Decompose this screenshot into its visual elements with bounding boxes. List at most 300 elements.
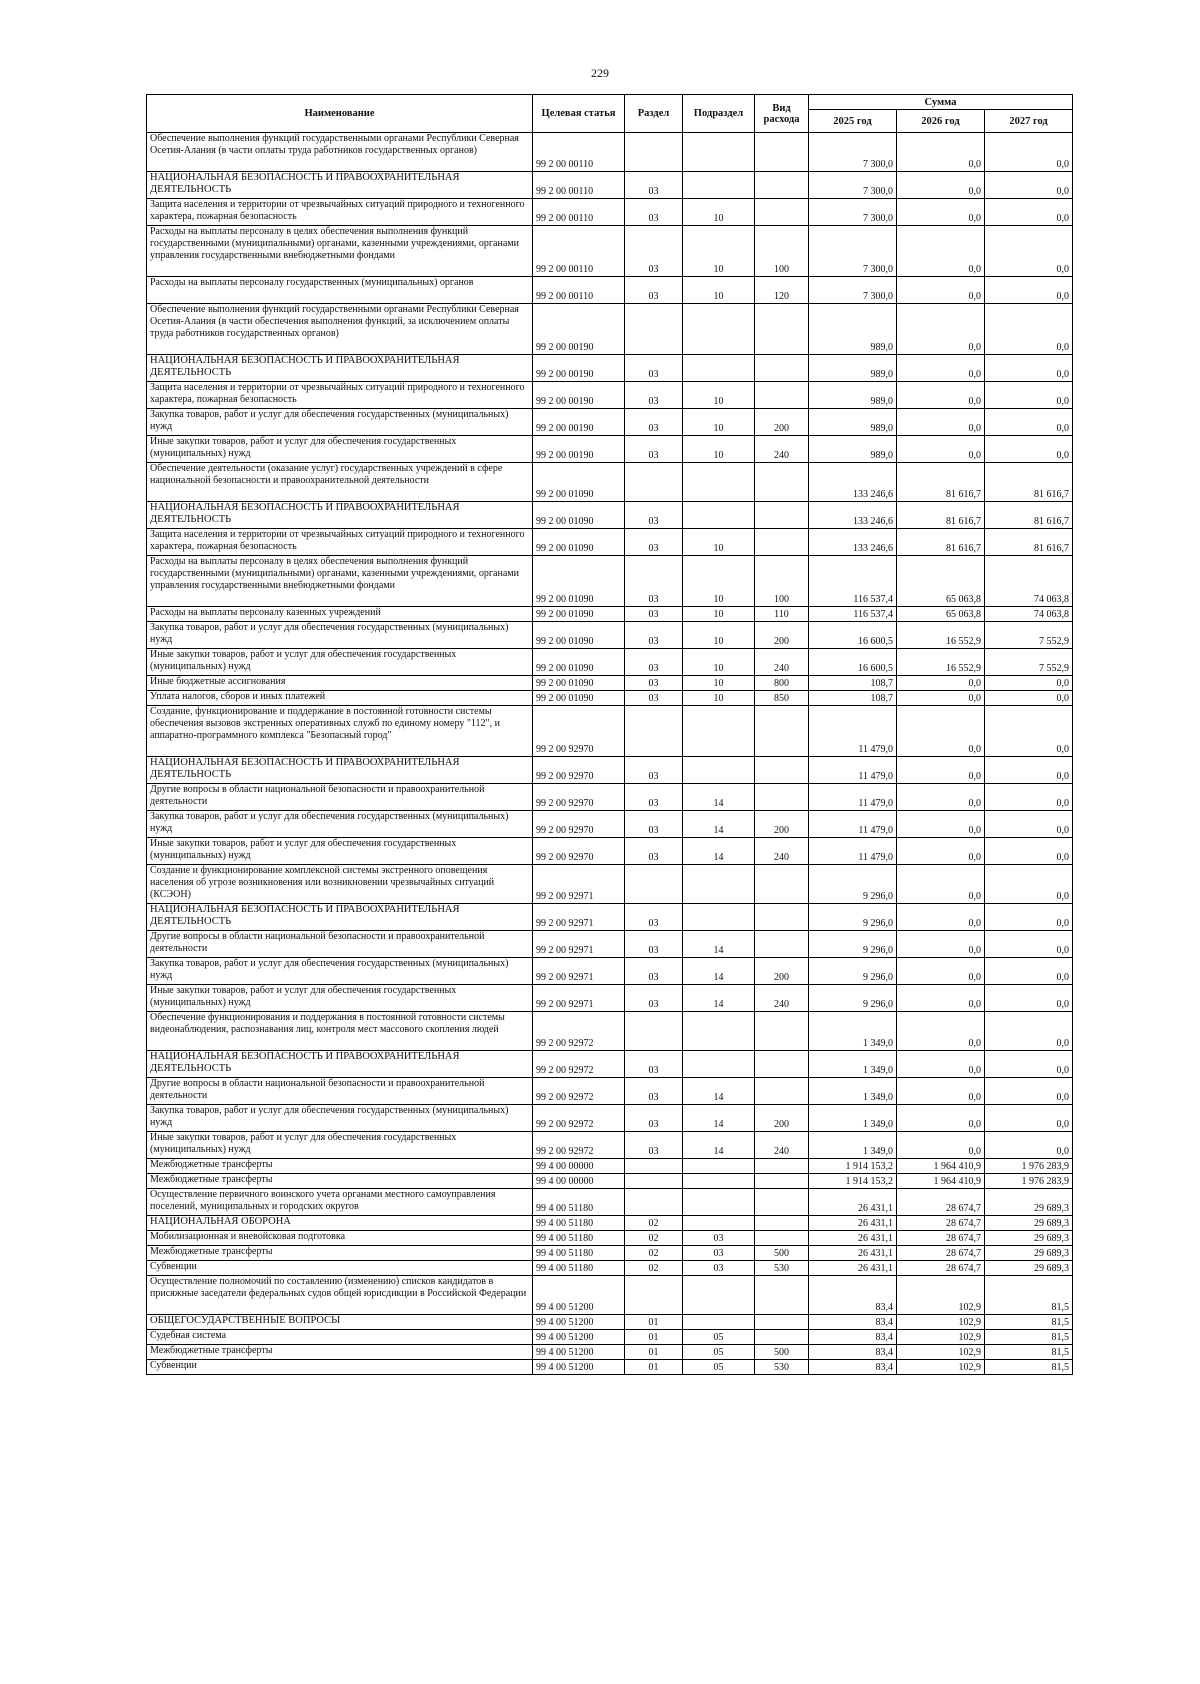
row-name: Иные закупки товаров, работ и услуг для обеспечения государственных (муниципальных) нужд [147, 838, 533, 865]
row-subsection [683, 1216, 755, 1231]
row-subsection: 14 [683, 931, 755, 958]
row-exptype [755, 355, 809, 382]
row-exptype [755, 382, 809, 409]
table-row [147, 463, 1073, 502]
row-amount-2027: 74 063,8 [985, 607, 1073, 622]
row-subsection: 10 [683, 199, 755, 226]
row-name: Другие вопросы в области национальной безопасности и правоохранительной деятельности [147, 931, 533, 958]
row-amount-2026: 65 063,8 [897, 607, 985, 622]
row-amount-2026: 0,0 [897, 133, 985, 172]
row-amount-2025: 83,4 [809, 1360, 897, 1375]
row-name: Защита населения и территории от чрезвычайных ситуаций природного и техногенного характера, пожарная безопасность [147, 382, 533, 409]
row-amount-2026: 0,0 [897, 676, 985, 691]
row-section: 02 [625, 1216, 683, 1231]
row-subsection: 05 [683, 1360, 755, 1375]
row-code: 99 2 00 00110 [533, 199, 625, 226]
row-section [625, 1276, 683, 1315]
row-code: 99 2 00 92971 [533, 865, 625, 904]
row-amount-2025: 11 479,0 [809, 811, 897, 838]
row-subsection: 10 [683, 529, 755, 556]
row-code: 99 4 00 51180 [533, 1261, 625, 1276]
row-amount-2027: 29 689,3 [985, 1216, 1073, 1231]
row-amount-2027: 0,0 [985, 706, 1073, 757]
table-row [147, 226, 1073, 277]
row-code: 99 2 00 92972 [533, 1105, 625, 1132]
row-section: 03 [625, 958, 683, 985]
row-subsection: 14 [683, 784, 755, 811]
row-amount-2025: 11 479,0 [809, 784, 897, 811]
row-section: 03 [625, 622, 683, 649]
row-exptype [755, 1189, 809, 1216]
row-name: НАЦИОНАЛЬНАЯ БЕЗОПАСНОСТЬ И ПРАВООХРАНИТЕЛЬНАЯ ДЕЯТЕЛЬНОСТЬ [147, 904, 533, 931]
row-section [625, 1189, 683, 1216]
table-row [147, 1231, 1073, 1246]
row-exptype [755, 1174, 809, 1189]
table-row [147, 1078, 1073, 1105]
row-code: 99 2 00 00110 [533, 226, 625, 277]
row-section: 03 [625, 1132, 683, 1159]
row-subsection: 10 [683, 409, 755, 436]
row-amount-2027: 1 976 283,9 [985, 1159, 1073, 1174]
row-amount-2027: 0,0 [985, 304, 1073, 355]
row-section: 03 [625, 931, 683, 958]
row-amount-2025: 1 914 153,2 [809, 1174, 897, 1189]
row-amount-2025: 26 431,1 [809, 1189, 897, 1216]
row-code: 99 4 00 51180 [533, 1189, 625, 1216]
table-row [147, 607, 1073, 622]
row-amount-2025: 116 537,4 [809, 607, 897, 622]
row-amount-2026: 0,0 [897, 904, 985, 931]
row-amount-2026: 0,0 [897, 172, 985, 199]
row-code: 99 2 00 92971 [533, 958, 625, 985]
row-amount-2027: 0,0 [985, 931, 1073, 958]
row-name: Обеспечение функционирования и поддержания в постоянной готовности системы видеонаблюдения, распознавания лиц, контроля мест массового скопления людей [147, 1012, 533, 1051]
row-exptype: 120 [755, 277, 809, 304]
table-row [147, 133, 1073, 172]
row-amount-2027: 1 976 283,9 [985, 1174, 1073, 1189]
table-row [147, 1246, 1073, 1261]
row-subsection: 03 [683, 1246, 755, 1261]
row-section: 03 [625, 691, 683, 706]
row-section: 03 [625, 649, 683, 676]
row-exptype [755, 784, 809, 811]
row-amount-2026: 16 552,9 [897, 649, 985, 676]
page-number: 229 [591, 66, 609, 80]
row-exptype: 500 [755, 1246, 809, 1261]
row-amount-2027: 0,0 [985, 676, 1073, 691]
row-code: 99 2 00 92972 [533, 1051, 625, 1078]
row-code: 99 2 00 00110 [533, 133, 625, 172]
row-code: 99 2 00 00110 [533, 277, 625, 304]
row-amount-2027: 0,0 [985, 865, 1073, 904]
row-section: 02 [625, 1231, 683, 1246]
row-subsection [683, 502, 755, 529]
row-name: Другие вопросы в области национальной безопасности и правоохранительной деятельности [147, 1078, 533, 1105]
row-exptype: 200 [755, 1105, 809, 1132]
row-name: Межбюджетные трансферты [147, 1345, 533, 1360]
row-amount-2025: 7 300,0 [809, 277, 897, 304]
row-section: 03 [625, 277, 683, 304]
table-row [147, 985, 1073, 1012]
row-section: 01 [625, 1330, 683, 1345]
row-amount-2026: 0,0 [897, 436, 985, 463]
row-name: НАЦИОНАЛЬНАЯ БЕЗОПАСНОСТЬ И ПРАВООХРАНИТЕЛЬНАЯ ДЕЯТЕЛЬНОСТЬ [147, 172, 533, 199]
row-amount-2027: 0,0 [985, 436, 1073, 463]
row-subsection: 10 [683, 676, 755, 691]
row-section [625, 706, 683, 757]
row-subsection: 10 [683, 556, 755, 607]
row-code: 99 4 00 51180 [533, 1246, 625, 1261]
row-section: 03 [625, 904, 683, 931]
row-exptype [755, 1159, 809, 1174]
row-section: 03 [625, 502, 683, 529]
row-amount-2027: 0,0 [985, 784, 1073, 811]
row-code: 99 2 00 92972 [533, 1078, 625, 1105]
row-amount-2025: 26 431,1 [809, 1261, 897, 1276]
row-subsection [683, 304, 755, 355]
row-amount-2026: 0,0 [897, 1105, 985, 1132]
row-amount-2025: 1 349,0 [809, 1105, 897, 1132]
row-name: НАЦИОНАЛЬНАЯ БЕЗОПАСНОСТЬ И ПРАВООХРАНИТЕЛЬНАЯ ДЕЯТЕЛЬНОСТЬ [147, 355, 533, 382]
row-exptype: 800 [755, 676, 809, 691]
row-amount-2026: 0,0 [897, 409, 985, 436]
row-amount-2026: 0,0 [897, 784, 985, 811]
row-subsection: 10 [683, 607, 755, 622]
row-amount-2027: 0,0 [985, 1105, 1073, 1132]
row-section: 03 [625, 607, 683, 622]
row-section: 03 [625, 556, 683, 607]
row-exptype [755, 1012, 809, 1051]
table-row [147, 1345, 1073, 1360]
row-amount-2025: 26 431,1 [809, 1246, 897, 1261]
row-amount-2026: 0,0 [897, 1078, 985, 1105]
row-amount-2026: 0,0 [897, 757, 985, 784]
row-exptype [755, 304, 809, 355]
table-body [147, 133, 1073, 1375]
row-amount-2027: 0,0 [985, 1051, 1073, 1078]
row-subsection: 14 [683, 1105, 755, 1132]
row-amount-2025: 108,7 [809, 676, 897, 691]
table-row [147, 811, 1073, 838]
row-subsection: 14 [683, 811, 755, 838]
row-amount-2027: 0,0 [985, 838, 1073, 865]
row-amount-2027: 0,0 [985, 1078, 1073, 1105]
row-name: Закупка товаров, работ и услуг для обеспечения государственных (муниципальных) нужд [147, 811, 533, 838]
row-amount-2027: 81,5 [985, 1315, 1073, 1330]
row-code: 99 2 00 92971 [533, 931, 625, 958]
row-code: 99 4 00 51200 [533, 1345, 625, 1360]
row-exptype [755, 1078, 809, 1105]
row-name: Осуществление полномочий по составлению (изменению) списков кандидатов в присяжные заседатели федеральных судов общей юрисдикции в Российской Федерации [147, 1276, 533, 1315]
row-amount-2027: 81 616,7 [985, 502, 1073, 529]
row-section: 01 [625, 1345, 683, 1360]
row-code: 99 4 00 51200 [533, 1276, 625, 1315]
table-row [147, 1051, 1073, 1078]
row-amount-2027: 0,0 [985, 226, 1073, 277]
row-section: 03 [625, 199, 683, 226]
table-row [147, 502, 1073, 529]
row-exptype [755, 133, 809, 172]
row-section: 02 [625, 1246, 683, 1261]
row-section: 03 [625, 811, 683, 838]
row-exptype: 200 [755, 622, 809, 649]
row-exptype [755, 172, 809, 199]
row-amount-2025: 989,0 [809, 409, 897, 436]
row-amount-2027: 0,0 [985, 133, 1073, 172]
row-amount-2027: 29 689,3 [985, 1261, 1073, 1276]
row-amount-2027: 7 552,9 [985, 649, 1073, 676]
row-amount-2027: 0,0 [985, 1132, 1073, 1159]
row-name: Субвенции [147, 1360, 533, 1375]
row-exptype [755, 865, 809, 904]
row-code: 99 2 00 92972 [533, 1132, 625, 1159]
row-code: 99 2 00 01090 [533, 649, 625, 676]
table-row [147, 931, 1073, 958]
row-subsection: 10 [683, 226, 755, 277]
row-amount-2025: 1 349,0 [809, 1012, 897, 1051]
row-amount-2027: 0,0 [985, 277, 1073, 304]
row-subsection: 14 [683, 1132, 755, 1159]
row-subsection: 10 [683, 691, 755, 706]
header-name: Наименование [147, 95, 533, 133]
row-amount-2025: 11 479,0 [809, 706, 897, 757]
row-amount-2025: 989,0 [809, 382, 897, 409]
row-amount-2026: 102,9 [897, 1360, 985, 1375]
row-name: Межбюджетные трансферты [147, 1174, 533, 1189]
row-code: 99 2 00 00190 [533, 355, 625, 382]
row-amount-2026: 65 063,8 [897, 556, 985, 607]
row-amount-2026: 0,0 [897, 958, 985, 985]
row-subsection [683, 1174, 755, 1189]
row-section: 03 [625, 436, 683, 463]
row-subsection: 10 [683, 382, 755, 409]
row-code: 99 2 00 92972 [533, 1012, 625, 1051]
row-amount-2025: 1 914 153,2 [809, 1159, 897, 1174]
row-code: 99 2 00 92970 [533, 757, 625, 784]
row-name: Другие вопросы в области национальной безопасности и правоохранительной деятельности [147, 784, 533, 811]
row-name: Закупка товаров, работ и услуг для обеспечения государственных (муниципальных) нужд [147, 409, 533, 436]
table-row [147, 277, 1073, 304]
row-amount-2026: 0,0 [897, 691, 985, 706]
row-section: 02 [625, 1261, 683, 1276]
table-row [147, 172, 1073, 199]
row-subsection: 14 [683, 838, 755, 865]
row-code: 99 2 00 01090 [533, 607, 625, 622]
row-amount-2026: 0,0 [897, 838, 985, 865]
table-row [147, 556, 1073, 607]
row-section [625, 865, 683, 904]
row-section: 01 [625, 1315, 683, 1330]
row-amount-2025: 9 296,0 [809, 904, 897, 931]
header-exptype: Вид расхода [755, 95, 809, 133]
row-amount-2025: 9 296,0 [809, 958, 897, 985]
row-amount-2027: 0,0 [985, 691, 1073, 706]
row-amount-2025: 7 300,0 [809, 133, 897, 172]
row-name: Закупка товаров, работ и услуг для обеспечения государственных (муниципальных) нужд [147, 958, 533, 985]
row-code: 99 2 00 92970 [533, 811, 625, 838]
row-amount-2025: 83,4 [809, 1345, 897, 1360]
table-row [147, 1189, 1073, 1216]
row-exptype [755, 463, 809, 502]
row-name: Защита населения и территории от чрезвычайных ситуаций природного и техногенного характера, пожарная безопасность [147, 529, 533, 556]
row-subsection [683, 133, 755, 172]
row-section: 03 [625, 382, 683, 409]
row-amount-2026: 0,0 [897, 1051, 985, 1078]
row-amount-2025: 133 246,6 [809, 502, 897, 529]
row-amount-2026: 28 674,7 [897, 1261, 985, 1276]
row-code: 99 2 00 92970 [533, 784, 625, 811]
row-amount-2026: 102,9 [897, 1345, 985, 1360]
row-exptype: 240 [755, 436, 809, 463]
table-row [147, 706, 1073, 757]
row-section [625, 1174, 683, 1189]
row-amount-2027: 0,0 [985, 409, 1073, 436]
table-row [147, 622, 1073, 649]
row-amount-2026: 0,0 [897, 1012, 985, 1051]
row-amount-2026: 0,0 [897, 931, 985, 958]
row-code: 99 4 00 51200 [533, 1330, 625, 1345]
row-code: 99 4 00 51200 [533, 1315, 625, 1330]
row-amount-2026: 0,0 [897, 199, 985, 226]
row-subsection: 14 [683, 985, 755, 1012]
row-amount-2026: 0,0 [897, 304, 985, 355]
table-row [147, 436, 1073, 463]
row-exptype: 110 [755, 607, 809, 622]
row-amount-2027: 74 063,8 [985, 556, 1073, 607]
row-exptype: 200 [755, 811, 809, 838]
row-exptype: 530 [755, 1360, 809, 1375]
table-row [147, 676, 1073, 691]
row-exptype [755, 757, 809, 784]
header-year-2025: 2025 год [809, 110, 897, 133]
row-code: 99 2 00 01090 [533, 676, 625, 691]
row-amount-2026: 1 964 410,9 [897, 1174, 985, 1189]
table-row [147, 1105, 1073, 1132]
header-year-2027: 2027 год [985, 110, 1073, 133]
table-row [147, 1330, 1073, 1345]
row-amount-2026: 0,0 [897, 226, 985, 277]
row-amount-2025: 9 296,0 [809, 931, 897, 958]
row-amount-2027: 81,5 [985, 1276, 1073, 1315]
row-subsection [683, 463, 755, 502]
row-subsection: 10 [683, 649, 755, 676]
row-exptype [755, 904, 809, 931]
row-section: 03 [625, 985, 683, 1012]
row-exptype [755, 1330, 809, 1345]
row-subsection: 03 [683, 1231, 755, 1246]
row-section: 03 [625, 676, 683, 691]
row-amount-2027: 81,5 [985, 1345, 1073, 1360]
row-amount-2027: 0,0 [985, 985, 1073, 1012]
row-subsection: 14 [683, 1078, 755, 1105]
table-row [147, 958, 1073, 985]
row-name: Защита населения и территории от чрезвычайных ситуаций природного и техногенного характера, пожарная безопасность [147, 199, 533, 226]
row-section: 03 [625, 784, 683, 811]
row-amount-2026: 0,0 [897, 1132, 985, 1159]
table-row [147, 1174, 1073, 1189]
row-amount-2027: 0,0 [985, 757, 1073, 784]
table-row [147, 649, 1073, 676]
row-name: ОБЩЕГОСУДАРСТВЕННЫЕ ВОПРОСЫ [147, 1315, 533, 1330]
row-exptype [755, 199, 809, 226]
row-name: НАЦИОНАЛЬНАЯ БЕЗОПАСНОСТЬ И ПРАВООХРАНИТЕЛЬНАЯ ДЕЯТЕЛЬНОСТЬ [147, 757, 533, 784]
table-row [147, 1012, 1073, 1051]
row-code: 99 4 00 51180 [533, 1216, 625, 1231]
row-amount-2027: 81 616,7 [985, 529, 1073, 556]
row-name: Осуществление первичного воинского учета органами местного самоуправления поселений, муниципальных и городских округов [147, 1189, 533, 1216]
row-section: 03 [625, 1105, 683, 1132]
row-name: Мобилизационная и вневойсковая подготовка [147, 1231, 533, 1246]
row-section [625, 1159, 683, 1174]
row-amount-2025: 1 349,0 [809, 1078, 897, 1105]
header-sum: Сумма [809, 95, 1073, 110]
row-subsection: 03 [683, 1261, 755, 1276]
row-name: НАЦИОНАЛЬНАЯ БЕЗОПАСНОСТЬ И ПРАВООХРАНИТЕЛЬНАЯ ДЕЯТЕЛЬНОСТЬ [147, 1051, 533, 1078]
row-section [625, 463, 683, 502]
row-subsection: 14 [683, 958, 755, 985]
row-subsection [683, 706, 755, 757]
row-subsection: 10 [683, 277, 755, 304]
row-amount-2027: 0,0 [985, 199, 1073, 226]
row-amount-2025: 83,4 [809, 1276, 897, 1315]
table-row [147, 1261, 1073, 1276]
row-amount-2026: 102,9 [897, 1276, 985, 1315]
row-code: 99 2 00 01090 [533, 463, 625, 502]
row-subsection [683, 1315, 755, 1330]
row-name: Иные закупки товаров, работ и услуг для обеспечения государственных (муниципальных) нужд [147, 1132, 533, 1159]
row-subsection [683, 172, 755, 199]
row-amount-2027: 81,5 [985, 1360, 1073, 1375]
row-code: 99 4 00 51180 [533, 1231, 625, 1246]
table-row [147, 838, 1073, 865]
row-amount-2026: 28 674,7 [897, 1231, 985, 1246]
row-amount-2025: 1 349,0 [809, 1132, 897, 1159]
header-section: Раздел [625, 95, 683, 133]
row-exptype [755, 1231, 809, 1246]
row-name: Обеспечение выполнения функций государственными органами Республики Северная Осетия-Алания (в части оплаты труда работников государственных органов) [147, 133, 533, 172]
row-name: Расходы на выплаты персоналу в целях обеспечения выполнения функций государственными (муниципальными) органами, казенными учреждениями, органами управления государственными внебюджетными фондами [147, 556, 533, 607]
row-exptype [755, 1276, 809, 1315]
row-name: Расходы на выплаты персоналу государственных (муниципальных) органов [147, 277, 533, 304]
row-subsection: 05 [683, 1345, 755, 1360]
row-amount-2027: 81 616,7 [985, 463, 1073, 502]
row-subsection [683, 1012, 755, 1051]
row-amount-2025: 7 300,0 [809, 226, 897, 277]
table-row [147, 1315, 1073, 1330]
row-amount-2025: 989,0 [809, 436, 897, 463]
row-code: 99 2 00 00190 [533, 436, 625, 463]
row-name: НАЦИОНАЛЬНАЯ ОБОРОНА [147, 1216, 533, 1231]
row-amount-2025: 9 296,0 [809, 985, 897, 1012]
row-exptype [755, 529, 809, 556]
row-amount-2026: 0,0 [897, 811, 985, 838]
row-amount-2026: 1 964 410,9 [897, 1159, 985, 1174]
row-amount-2026: 81 616,7 [897, 463, 985, 502]
row-subsection: 10 [683, 622, 755, 649]
row-section: 03 [625, 1078, 683, 1105]
table-row [147, 904, 1073, 931]
row-exptype: 240 [755, 649, 809, 676]
row-exptype: 100 [755, 556, 809, 607]
row-amount-2026: 0,0 [897, 706, 985, 757]
row-subsection [683, 1276, 755, 1315]
table-row [147, 529, 1073, 556]
row-amount-2027: 0,0 [985, 355, 1073, 382]
row-section: 03 [625, 226, 683, 277]
row-code: 99 4 00 51200 [533, 1360, 625, 1375]
row-amount-2026: 0,0 [897, 985, 985, 1012]
row-name: Создание и функционирование комплексной системы экстренного оповещения населения об угрозе возникновения или возникновении чрезвычайных ситуаций (КСЭОН) [147, 865, 533, 904]
